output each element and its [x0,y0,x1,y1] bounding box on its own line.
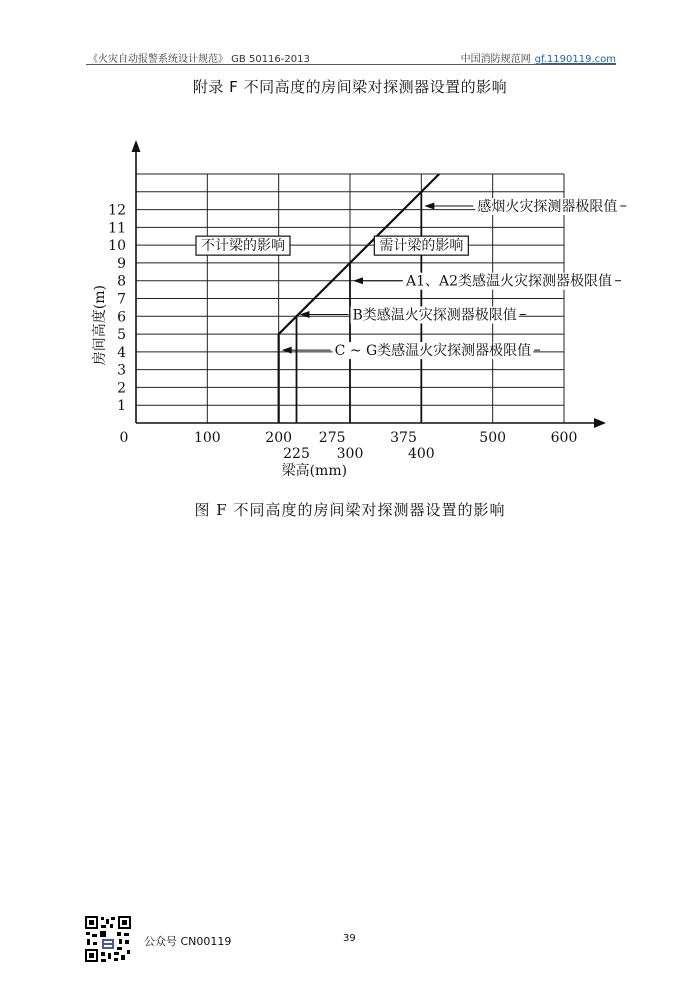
y-tick-label: 9 [117,255,126,272]
limit-marker-label: B类感温火灾探测器极限值 [352,307,517,324]
chart-labels [91,198,626,479]
site-link[interactable]: gf.1190119.com [534,54,616,65]
y-axis-title: 房间高度(m) [92,285,108,366]
x-axis-title: 梁高(mm) [281,463,348,479]
x-tick-label: 225 [283,446,310,462]
y-tick-label: 3 [117,362,126,379]
page-number: 39 [343,933,356,944]
y-tick-label: 6 [117,309,126,326]
x-tick-label: 400 [407,446,435,462]
figure-caption: 图 F 不同高度的房间梁对探测器设置的影响 [194,501,506,519]
page-title: 附录 F 不同高度的房间梁对探测器设置的影响 [192,78,508,96]
y-tick-label: 2 [117,380,126,397]
limit-marker-label: C ~ G类感温火灾探测器极限值 [334,343,532,360]
x-tick-label: 375 [390,430,417,446]
site-header [461,50,616,65]
y-tick-label: 5 [117,327,126,344]
x-tick-label: 275 [318,430,346,446]
x-tick-label: 200 [265,430,293,446]
x-tick-label: 300 [336,446,364,462]
region-label: 不计梁的影响 [201,238,285,255]
x-tick-label: 100 [193,430,221,446]
footer-account: 公众号 CN00119 [144,935,232,948]
limit-marker-label: 感烟火灾探测器极限值 [477,199,618,216]
x-tick-label: 0 [119,430,129,446]
y-tick-label: 12 [108,202,126,219]
x-tick-label: 600 [550,430,578,446]
region-label: 需计梁的影响 [379,238,464,255]
limit-marker-arrow [353,277,363,284]
document-header-title: 《火灾自动报警系统设计规范》 GB 50116-2013 [88,54,310,65]
y-tick-label: 11 [108,220,126,237]
limit-marker-arrow [282,347,292,354]
y-axis-arrow [132,140,141,152]
y-tick-label: 10 [108,238,126,255]
header-divider [86,64,616,65]
limit-marker-arrow [424,203,434,210]
qr-code-icon[interactable] [84,915,132,963]
x-tick-label: 500 [479,430,507,446]
beam-height-chart [0,130,700,490]
site-name: 中国消防规范网 [460,54,531,65]
limit-marker-label: A1、A2类感温火灾探测器极限值 [406,273,613,290]
y-tick-label: 8 [117,273,126,290]
y-tick-label: 4 [117,344,126,361]
x-axis-arrow [594,418,606,428]
y-tick-label: 7 [117,291,126,308]
y-tick-label: 1 [117,398,126,415]
